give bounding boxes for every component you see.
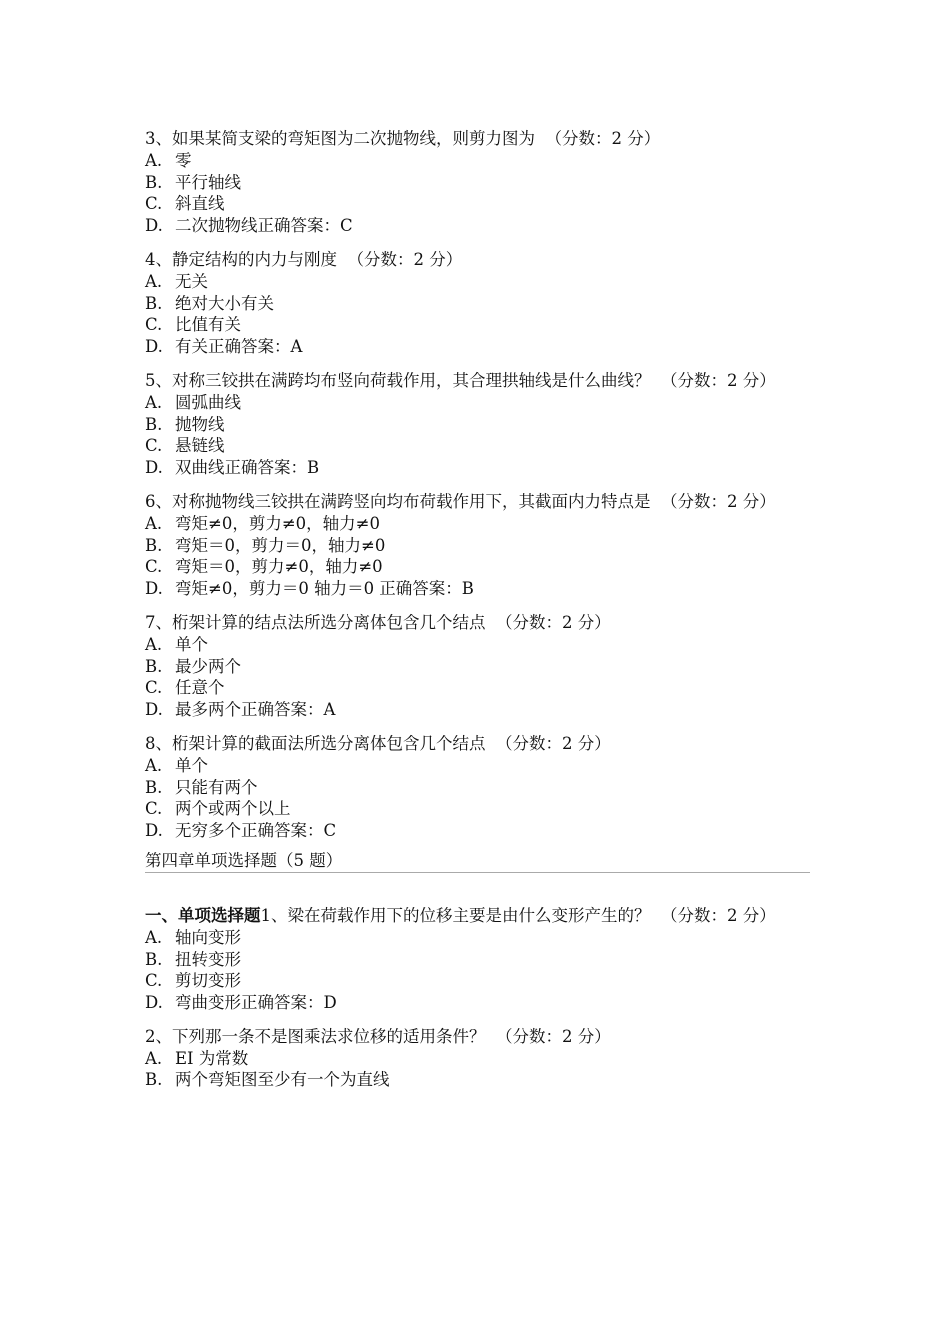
option-letter: C. — [145, 315, 163, 335]
option-text: 单个 — [175, 634, 208, 654]
option-text: 无关 — [175, 271, 208, 291]
option-text: 悬链线 — [175, 436, 225, 456]
option-letter: C. — [145, 799, 163, 819]
option-a — [145, 927, 810, 949]
option-letter: A. — [145, 927, 163, 947]
option-letter: D. — [145, 700, 163, 720]
chapter4-question-1 — [145, 905, 810, 1014]
option-text: EI 为常数 — [175, 1048, 249, 1068]
section-heading: 第四章单项选择题（5 题） — [145, 850, 343, 870]
option-c — [145, 556, 810, 578]
option-a — [145, 755, 810, 777]
question-8 — [145, 733, 810, 842]
option-letter: A. — [145, 271, 163, 291]
option-b — [145, 1069, 810, 1091]
option-letter: A. — [145, 634, 163, 654]
option-text: 轴向变形 — [175, 927, 241, 947]
option-d — [145, 820, 810, 842]
option-letter: B. — [145, 535, 163, 555]
question-3 — [145, 128, 810, 237]
option-letter: B. — [145, 777, 163, 797]
option-b — [145, 172, 810, 194]
option-letter: D. — [145, 579, 163, 599]
option-text: 二次抛物线正确答案：C — [175, 216, 353, 236]
option-letter: D. — [145, 458, 163, 478]
option-text: 平行轴线 — [175, 172, 241, 192]
question-stem — [145, 905, 810, 927]
option-a — [145, 392, 810, 414]
option-letter: B. — [145, 414, 163, 434]
option-d — [145, 578, 810, 600]
option-letter: D. — [145, 821, 163, 841]
option-letter: A. — [145, 392, 163, 412]
option-letter: B. — [145, 656, 163, 676]
option-a — [145, 634, 810, 656]
option-letter: C. — [145, 436, 163, 456]
chapter4-question-2 — [145, 1026, 810, 1091]
question-stem: 8、桁架计算的截面法所选分离体包含几个结点 （分数：2 分） — [145, 733, 611, 753]
option-b — [145, 535, 810, 557]
option-b — [145, 293, 810, 315]
option-letter: C. — [145, 971, 163, 991]
option-text: 弯矩＝0，剪力＝0，轴力≠0 — [175, 535, 386, 555]
option-letter: C. — [145, 194, 163, 214]
question-stem: 5、对称三铰拱在满跨均布竖向荷载作用，其合理拱轴线是什么曲线？ （分数：2 分） — [145, 370, 776, 390]
option-b — [145, 656, 810, 678]
question-stem: 7、桁架计算的结点法所选分离体包含几个结点 （分数：2 分） — [145, 612, 611, 632]
question-4 — [145, 249, 810, 358]
option-b — [145, 777, 810, 799]
option-text: 两个弯矩图至少有一个为直线 — [175, 1070, 390, 1090]
option-b — [145, 949, 810, 971]
option-text: 扭转变形 — [175, 949, 241, 969]
question-stem-text: 1、梁在荷载作用下的位移主要是由什么变形产生的？ （分数：2 分） — [260, 905, 776, 925]
option-text: 剪切变形 — [175, 971, 241, 991]
option-letter: D. — [145, 337, 163, 357]
section-spacer — [145, 873, 810, 905]
option-letter: B. — [145, 949, 163, 969]
option-c — [145, 970, 810, 992]
option-a — [145, 150, 810, 172]
option-letter: A. — [145, 755, 163, 775]
option-letter: D. — [145, 216, 163, 236]
option-text: 只能有两个 — [175, 777, 258, 797]
option-text: 最少两个 — [175, 656, 241, 676]
option-c — [145, 435, 810, 457]
question-stem: 3、如果某简支梁的弯矩图为二次抛物线，则剪力图为 （分数：2 分） — [145, 129, 661, 148]
option-text: 绝对大小有关 — [175, 293, 274, 313]
option-d — [145, 699, 810, 721]
option-text: 单个 — [175, 755, 208, 775]
option-letter: B. — [145, 293, 163, 313]
option-text: 双曲线正确答案：B — [175, 458, 320, 478]
option-text: 最多两个正确答案：A — [175, 700, 336, 720]
option-text: 无穷多个正确答案：C — [175, 821, 337, 841]
option-a — [145, 271, 810, 293]
option-text: 比值有关 — [175, 315, 241, 335]
question-stem: 2、下列那一条不是图乘法求位移的适用条件？ （分数：2 分） — [145, 1026, 611, 1046]
option-text: 零 — [175, 150, 192, 170]
option-text: 抛物线 — [175, 414, 225, 434]
option-text: 有关正确答案：A — [175, 337, 303, 357]
option-letter: A. — [145, 513, 163, 533]
option-letter: C. — [145, 557, 163, 577]
option-text: 任意个 — [175, 678, 225, 698]
option-d — [145, 992, 810, 1014]
option-d — [145, 215, 810, 237]
option-b — [145, 414, 810, 436]
option-text: 弯曲变形正确答案：D — [175, 993, 337, 1013]
option-d — [145, 336, 810, 358]
question-7 — [145, 612, 810, 721]
option-text: 弯矩＝0，剪力≠0，轴力≠0 — [175, 557, 383, 577]
option-c — [145, 798, 810, 820]
option-letter: A. — [145, 150, 163, 170]
option-text: 弯矩≠0，剪力≠0，轴力≠0 — [175, 513, 380, 533]
question-stem: 4、静定结构的内力与刚度 （分数：2 分） — [145, 249, 463, 269]
document-content — [145, 128, 810, 1103]
option-text: 圆弧曲线 — [175, 392, 241, 412]
option-text: 两个或两个以上 — [175, 799, 291, 819]
option-letter: A. — [145, 1048, 163, 1068]
question-stem: 6、对称抛物线三铰拱在满跨竖向均布荷载作用下，其截面内力特点是 （分数：2 分） — [145, 491, 776, 511]
option-text: 斜直线 — [175, 194, 225, 214]
subsection-title: 一、单项选择题 — [145, 905, 261, 925]
option-letter: B. — [145, 172, 163, 192]
option-c — [145, 193, 810, 215]
question-6 — [145, 491, 810, 600]
option-letter: D. — [145, 993, 163, 1013]
question-5 — [145, 370, 810, 479]
option-a — [145, 1048, 810, 1070]
option-c — [145, 677, 810, 699]
option-letter: C. — [145, 678, 163, 698]
option-text: 弯矩≠0，剪力＝0 轴力＝0 正确答案：B — [175, 579, 474, 599]
option-c — [145, 314, 810, 336]
option-letter: B. — [145, 1070, 163, 1090]
option-d — [145, 457, 810, 479]
option-a — [145, 513, 810, 535]
